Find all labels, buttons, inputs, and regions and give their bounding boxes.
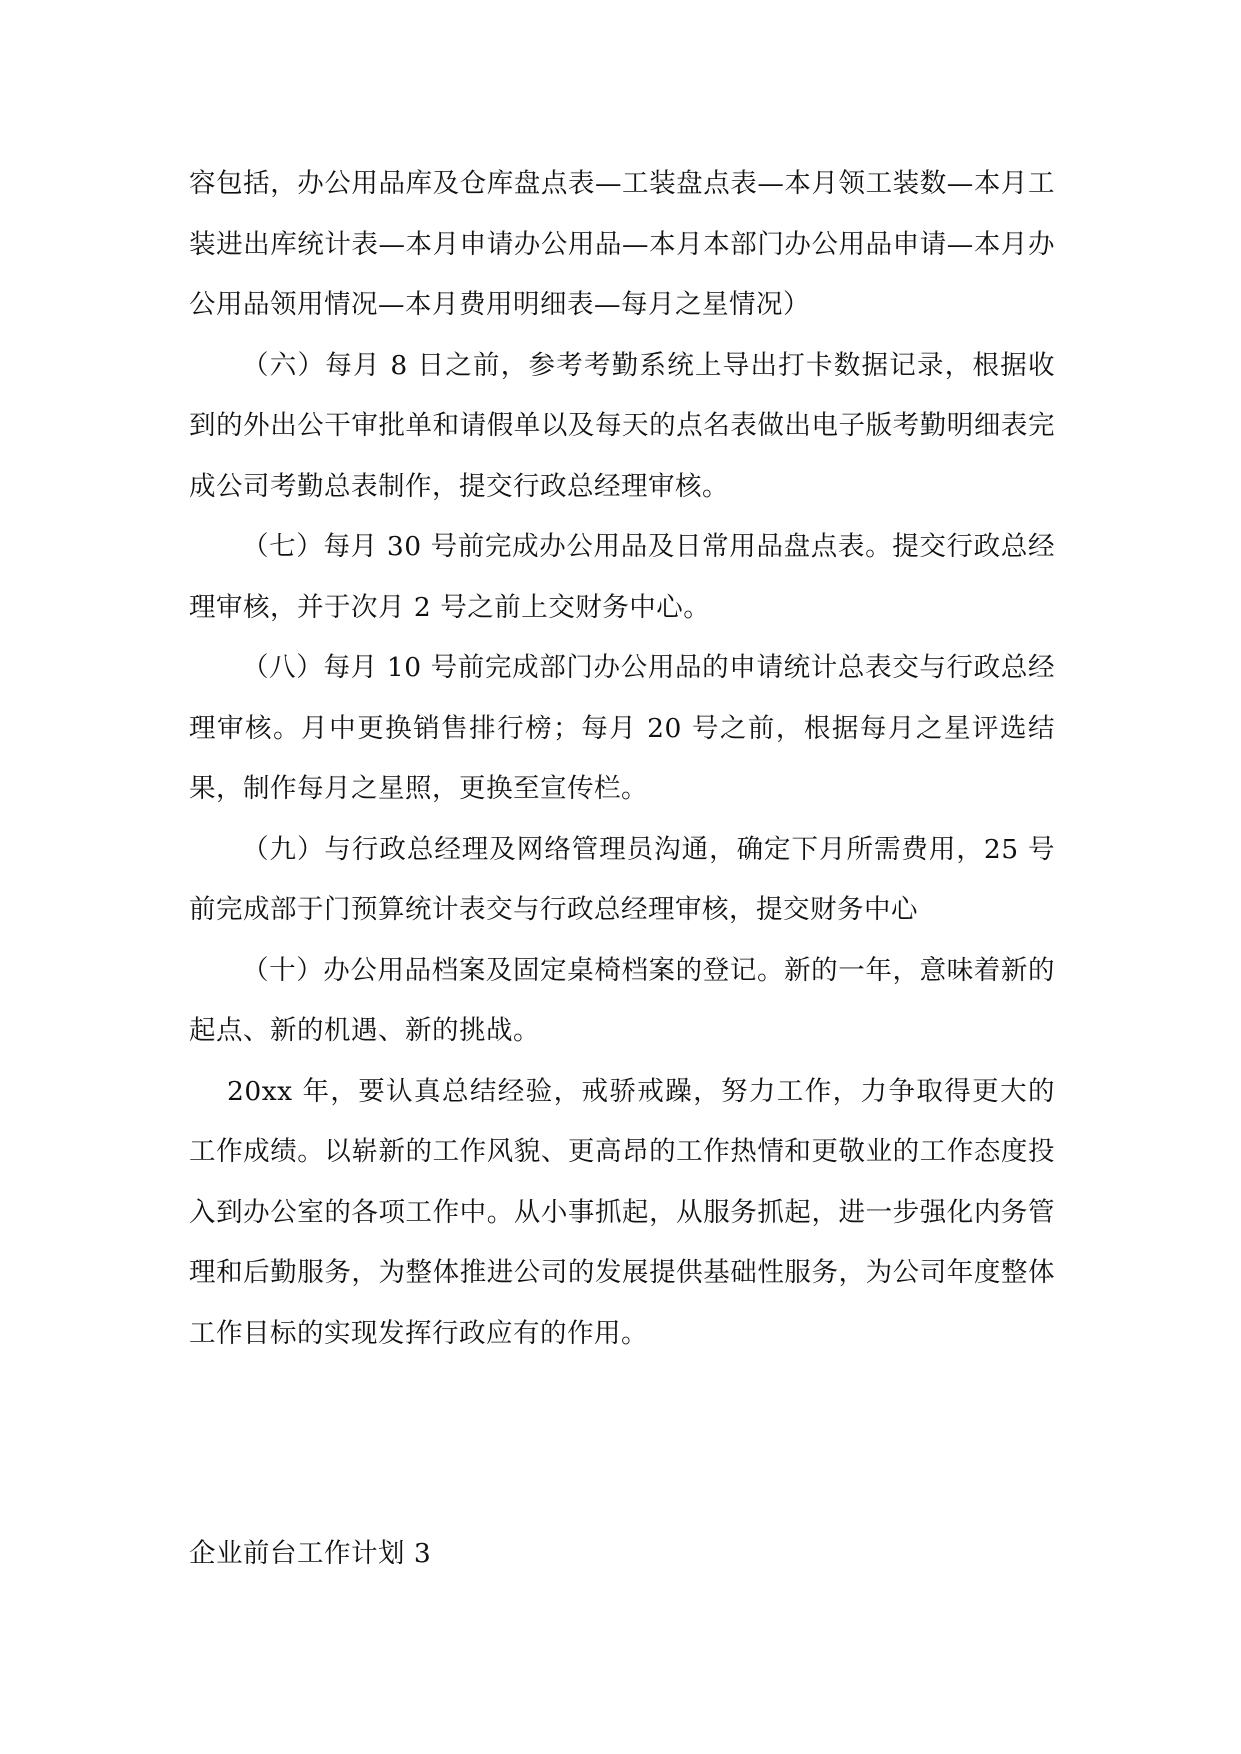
paragraph-item-7: （七）每月 30 号前完成办公用品及日常用品盘点表。提交行政总经理审核，并于次月 2 号之前上交财务中心。: [189, 531, 1055, 623]
paragraph-continued: 容包括，办公用品库及仓库盘点表—工装盘点表—本月领工装数—本月工装进出库统计表—本月申请办公用品—本月本部门办公用品申请—本月办公用品领用情况—本月费用明细表—每月之星情况）: [189, 168, 1055, 320]
paragraph-item-10: （十）办公用品档案及固定桌椅档案的登记。新的一年，意味着新的起点、新的机遇、新的挑战。: [189, 954, 1055, 1046]
section-heading: 企业前台工作计划 3: [189, 1538, 432, 1569]
paragraph-item-8: （八）每月 10 号前完成部门办公用品的申请统计总表交与行政总经理审核。月中更换销售排行榜；每月 20 号之前，根据每月之星评选结果，制作每月之星照，更换至宣传栏。: [189, 652, 1055, 804]
paragraph-item-6: （六）每月 8 日之前，参考考勤系统上导出打卡数据记录，根据收到的外出公干审批单和请假单以及每天的点名表做出电子版考勤明细表完成公司考勤总表制作，提交行政总经理审核。: [189, 349, 1055, 502]
paragraph-item-9: （九）与行政总经理及网络管理员沟通，确定下月所需费用，25 号前完成部于门预算统计表交与行政总经理审核，提交财务中心: [189, 833, 1055, 925]
document-body: [189, 154, 1055, 1364]
paragraph-closing: 20xx 年，要认真总结经验，戒骄戒躁，努力工作，力争取得更大的工作成绩。以崭新的工作风貌、更高昂的工作热情和更敬业的工作态度投入到办公室的各项工作中。从小事抓起，从服务抓起，进一步强化内务管理和后勤服务，为整体推进公司的发展提供基础性服务，为公司年度整体工作目标的实现发挥行政应有的作用。: [189, 1075, 1055, 1349]
